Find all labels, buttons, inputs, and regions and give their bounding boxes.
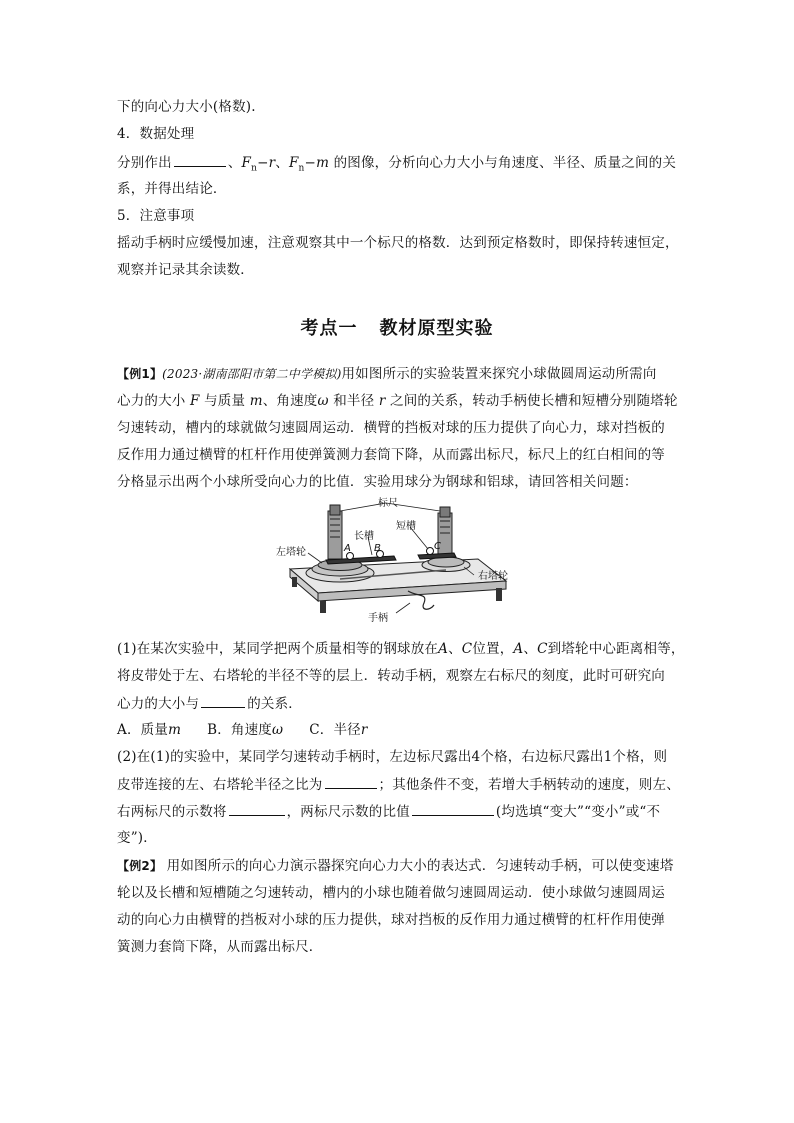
answer-blank[interactable] — [174, 152, 226, 167]
var-omega: ω — [317, 393, 329, 409]
text-span: 、 — [227, 155, 242, 171]
text-span: 心力的大小与 — [117, 696, 200, 712]
text-span: 位置， — [472, 641, 514, 657]
answer-blank[interactable] — [325, 774, 377, 789]
text-span: 分别作出 — [117, 155, 172, 171]
question-2-line: (2)在(1)的实验中，某同学匀速转动手柄时，左边标尺露出4个格，右边标尺露出1个格，则 — [117, 749, 668, 765]
var-F: F — [241, 155, 252, 171]
subscript: n — [298, 163, 305, 174]
option-a[interactable] — [117, 722, 181, 738]
example-tag: 【例2】 — [117, 859, 163, 873]
text-span: 心力的大小 — [117, 393, 186, 409]
example-1-line: 反作用力通过横臂的杠杆作用使弹簧测力套筒下降，从而露出标尺，标尺上的红白相间的等 — [117, 447, 665, 463]
text-span: 、 — [275, 155, 289, 171]
label-right-wheel: 右塔轮 — [478, 571, 508, 582]
question-2-line: 变”)． — [117, 830, 157, 846]
option-label: B．角速度 — [207, 722, 272, 738]
text-span: 皮带连接的左、右塔轮半径之比为 — [117, 777, 323, 793]
question-1-line — [117, 693, 302, 714]
example-source: (2023·湖南邵阳市第二中学模拟) — [162, 367, 342, 381]
label-point-a: A — [344, 543, 351, 554]
subscript: n — [251, 163, 258, 174]
text-span: (1)在某次实验中，某同学把两个质量相等的钢球放在 — [117, 641, 439, 657]
var-r: r — [378, 393, 386, 409]
question-1-line — [117, 639, 685, 659]
text-line — [117, 152, 676, 179]
text-span: 到塔轮中心距离相等， — [547, 641, 685, 657]
var-F: F — [288, 155, 299, 171]
var-C: C — [461, 641, 473, 657]
apparatus-figure — [268, 497, 528, 627]
option-label: A．质量 — [117, 722, 169, 738]
text-span: 与质量 — [204, 393, 246, 409]
text-span: 用如图所示的实验装置来探究小球做圆周运动所需向 — [341, 366, 657, 382]
question-2-line — [117, 774, 680, 795]
option-label: C．半径 — [309, 722, 361, 738]
var-r: r — [268, 155, 276, 171]
option-b[interactable] — [207, 722, 283, 738]
text-span: 的关系． — [247, 696, 303, 712]
text-line: 摇动手柄时应缓慢加速，注意观察其中一个标尺的格数．达到预定格数时，即保持转速恒定， — [117, 235, 679, 251]
question-1-line: 将皮带处于左、右塔轮的半径不等的层上．转动手柄，观察左右标尺的刻度，此时可研究向 — [117, 668, 665, 684]
answer-blank[interactable] — [412, 801, 494, 816]
text-span: 、 — [523, 641, 538, 657]
example-tag: 【例1】 — [117, 367, 163, 381]
section-heading-notes: 5．注意事项 — [117, 208, 195, 224]
text-span: 和半径 — [333, 393, 375, 409]
example-1-line — [117, 391, 678, 411]
text-line: 系，并得出结论． — [117, 181, 227, 197]
label-handle: 手柄 — [368, 613, 388, 624]
var-A: A — [438, 641, 449, 657]
example-2-line: 动的向心力由横臂的挡板对小球的压力提供，球对挡板的反作用力通过横臂的杠杆作用使弹 — [117, 912, 665, 928]
option-c[interactable] — [309, 722, 367, 738]
var-m: m — [316, 155, 330, 171]
var-A: A — [513, 641, 524, 657]
section-heading-data-processing: 4．数据处理 — [117, 126, 195, 142]
label-short-slot: 短槽 — [396, 521, 416, 532]
var-m: m — [168, 722, 182, 738]
text-line: 下的向心力大小(格数). — [117, 99, 256, 115]
title-part: 考点一 — [300, 318, 358, 339]
text-span: 的图像，分析向心力大小与角速度、半径、质量之间的关 — [329, 155, 677, 171]
var-omega: ω — [272, 722, 284, 738]
label-point-b: B — [374, 543, 381, 554]
example-1-line: 分格显示出两个小球所受向心力的比值．实验用球分为钢球和铝球，请回答相关问题： — [117, 474, 638, 490]
text-span: 用如图所示的向心力演示器探究向心力大小的表达式．匀速转动手柄，可以使变速塔 — [166, 858, 674, 874]
title-part: 教材原型实验 — [379, 318, 494, 339]
text-span: 、 — [448, 641, 462, 657]
options-line — [117, 720, 368, 740]
text-span: 右两标尺的示数将 — [117, 804, 227, 820]
example-2-line: 轮以及长槽和短槽随之匀速转动，槽内的小球也随着做匀速圆周运动．使小球做匀速圆周运 — [117, 885, 665, 901]
section-title — [0, 314, 794, 340]
text-span: 之间的关系，转动手柄使长槽和短槽分别随塔轮 — [390, 393, 678, 409]
answer-blank[interactable] — [229, 801, 285, 816]
example-1-line: 匀速转动，槽内的球就做匀速圆周运动．横臂的挡板对球的压力提供了向心力，球对挡板的 — [117, 420, 665, 436]
example-2-line: 簧测力套筒下降，从而露出标尺． — [117, 939, 323, 955]
text-span: 、角速度 — [262, 393, 318, 409]
question-2-line — [117, 801, 660, 822]
var-r: r — [360, 722, 368, 738]
text-line: 观察并记录其余读数． — [117, 262, 254, 278]
text-span: (均选填“变大”“变小”或“不 — [495, 804, 661, 820]
label-left-wheel: 左塔轮 — [276, 547, 306, 558]
apparatus-diagram — [268, 497, 528, 627]
label-long-slot: 长槽 — [354, 531, 374, 542]
var-F: F — [190, 393, 200, 409]
label-ruler: 标尺 — [378, 498, 398, 509]
example-1-line — [117, 364, 657, 384]
text-span: − — [257, 155, 269, 171]
text-span: ，两标尺示数的比值 — [286, 804, 410, 820]
text-span: ；其他条件不变，若增大手柄转动的速度，则左、 — [378, 777, 680, 793]
var-m: m — [249, 393, 263, 409]
text-span: − — [304, 155, 317, 171]
example-2-line — [117, 856, 674, 876]
var-C: C — [537, 641, 548, 657]
label-point-c: C — [434, 541, 441, 552]
answer-blank[interactable] — [201, 693, 245, 708]
